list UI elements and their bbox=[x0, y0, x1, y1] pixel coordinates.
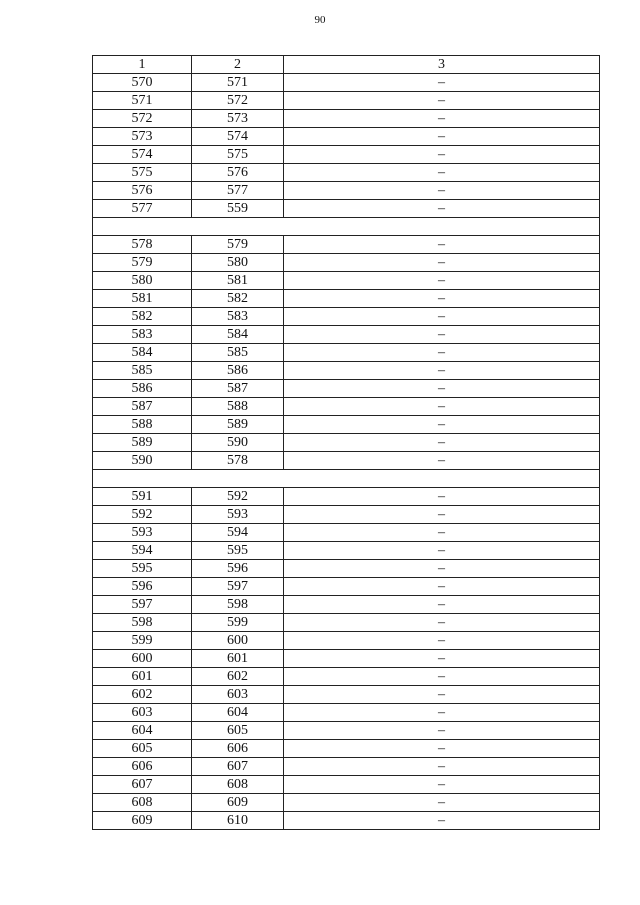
cell-col-2: 559 bbox=[192, 200, 284, 217]
cell-col-2: 587 bbox=[192, 380, 284, 397]
cell-col-1: 601 bbox=[93, 668, 192, 685]
cell-col-3: – bbox=[438, 453, 445, 468]
cell-col-1: 573 bbox=[93, 128, 192, 145]
cell-col-2: 599 bbox=[192, 614, 284, 631]
cell-col-3: – bbox=[438, 705, 445, 720]
cell-col-1: 585 bbox=[93, 362, 192, 379]
table-row bbox=[93, 128, 599, 146]
cell-col-2: 597 bbox=[192, 578, 284, 595]
cell-col-3: – bbox=[438, 687, 445, 702]
cell-col-1: 597 bbox=[93, 596, 192, 613]
cell-col-2: 595 bbox=[192, 542, 284, 559]
cell-col-3: – bbox=[438, 489, 445, 504]
cell-col-3: – bbox=[438, 147, 445, 162]
column-header-2: 2 bbox=[192, 56, 284, 73]
cell-col-1: 594 bbox=[93, 542, 192, 559]
cell-col-3: – bbox=[438, 777, 445, 792]
cell-col-1: 607 bbox=[93, 776, 192, 793]
cell-col-3: – bbox=[438, 93, 445, 108]
cell-col-1: 574 bbox=[93, 146, 192, 163]
cell-col-2: 589 bbox=[192, 416, 284, 433]
cell-col-2: 593 bbox=[192, 506, 284, 523]
cell-col-1: 586 bbox=[93, 380, 192, 397]
cell-col-1: 606 bbox=[93, 758, 192, 775]
cell-col-2: 596 bbox=[192, 560, 284, 577]
cell-col-1: 576 bbox=[93, 182, 192, 199]
table-row bbox=[93, 272, 599, 290]
cell-col-2: 580 bbox=[192, 254, 284, 271]
cell-col-2: 572 bbox=[192, 92, 284, 109]
cell-col-3: – bbox=[438, 651, 445, 666]
cell-col-3: – bbox=[438, 417, 445, 432]
table-row bbox=[93, 722, 599, 740]
table-row bbox=[93, 416, 599, 434]
cell-col-3: – bbox=[438, 291, 445, 306]
cell-col-2: 606 bbox=[192, 740, 284, 757]
cell-col-1: 602 bbox=[93, 686, 192, 703]
cell-col-1: 584 bbox=[93, 344, 192, 361]
cell-col-3: – bbox=[438, 741, 445, 756]
table-row bbox=[93, 254, 599, 272]
table-row bbox=[93, 596, 599, 614]
cell-col-3: – bbox=[438, 201, 445, 216]
cell-col-3: – bbox=[438, 183, 445, 198]
cell-col-1: 605 bbox=[93, 740, 192, 757]
table-row bbox=[93, 560, 599, 578]
cell-col-2: 592 bbox=[192, 488, 284, 505]
table-row bbox=[93, 74, 599, 92]
cell-col-2: 600 bbox=[192, 632, 284, 649]
cell-col-1: 592 bbox=[93, 506, 192, 523]
cell-col-2: 573 bbox=[192, 110, 284, 127]
cell-col-3: – bbox=[438, 399, 445, 414]
cell-col-1: 588 bbox=[93, 416, 192, 433]
cell-col-2: 608 bbox=[192, 776, 284, 793]
table-row bbox=[93, 578, 599, 596]
cell-col-1: 575 bbox=[93, 164, 192, 181]
table-header-row bbox=[93, 56, 599, 74]
cell-col-3: – bbox=[438, 615, 445, 630]
cell-col-2: 571 bbox=[192, 74, 284, 91]
table-row bbox=[93, 614, 599, 632]
cell-col-2: 579 bbox=[192, 236, 284, 253]
table-row bbox=[93, 506, 599, 524]
table-row bbox=[93, 776, 599, 794]
cell-col-1: 578 bbox=[93, 236, 192, 253]
cell-col-3: – bbox=[438, 345, 445, 360]
cell-col-3: – bbox=[438, 237, 445, 252]
cell-col-2: 577 bbox=[192, 182, 284, 199]
cell-col-3: – bbox=[438, 75, 445, 90]
cell-col-3: – bbox=[438, 327, 445, 342]
cell-col-3: – bbox=[438, 669, 445, 684]
cell-col-2: 601 bbox=[192, 650, 284, 667]
table-row bbox=[93, 668, 599, 686]
table-row bbox=[93, 398, 599, 416]
cell-col-1: 609 bbox=[93, 812, 192, 829]
table-row bbox=[93, 632, 599, 650]
cell-col-3: – bbox=[438, 723, 445, 738]
cell-col-3: – bbox=[438, 759, 445, 774]
table-row bbox=[93, 92, 599, 110]
cell-col-1: 579 bbox=[93, 254, 192, 271]
table-row bbox=[93, 524, 599, 542]
table-row bbox=[93, 146, 599, 164]
table-row bbox=[93, 488, 599, 506]
cell-col-3: – bbox=[438, 129, 445, 144]
table-row bbox=[93, 308, 599, 326]
cell-col-3: – bbox=[438, 561, 445, 576]
cell-col-3: – bbox=[438, 579, 445, 594]
cell-col-3: – bbox=[438, 543, 445, 558]
cell-col-2: 605 bbox=[192, 722, 284, 739]
cell-col-1: 587 bbox=[93, 398, 192, 415]
cell-col-2: 602 bbox=[192, 668, 284, 685]
cell-col-3: – bbox=[438, 273, 445, 288]
table-row bbox=[93, 686, 599, 704]
cell-col-2: 594 bbox=[192, 524, 284, 541]
table-row bbox=[93, 200, 599, 218]
cell-col-1: 591 bbox=[93, 488, 192, 505]
table-row bbox=[93, 110, 599, 128]
cell-col-1: 570 bbox=[93, 74, 192, 91]
table-row bbox=[93, 434, 599, 452]
cell-col-3: – bbox=[438, 165, 445, 180]
page-number: 90 bbox=[314, 14, 326, 26]
table-body bbox=[93, 74, 599, 830]
table-row bbox=[93, 704, 599, 722]
table-row bbox=[93, 290, 599, 308]
cell-col-2: 581 bbox=[192, 272, 284, 289]
cell-col-2: 610 bbox=[192, 812, 284, 829]
cell-col-3: – bbox=[438, 525, 445, 540]
cell-col-2: 574 bbox=[192, 128, 284, 145]
table-row bbox=[93, 182, 599, 200]
cell-col-1: 600 bbox=[93, 650, 192, 667]
group-separator bbox=[93, 218, 599, 236]
cell-col-1: 577 bbox=[93, 200, 192, 217]
table-row bbox=[93, 758, 599, 776]
cell-col-2: 584 bbox=[192, 326, 284, 343]
table-row bbox=[93, 740, 599, 758]
cell-col-1: 598 bbox=[93, 614, 192, 631]
cell-col-3: – bbox=[438, 381, 445, 396]
cell-col-2: 590 bbox=[192, 434, 284, 451]
group-separator bbox=[93, 470, 599, 488]
table-row bbox=[93, 326, 599, 344]
cell-col-3: – bbox=[438, 309, 445, 324]
cell-col-2: 585 bbox=[192, 344, 284, 361]
cell-col-3: – bbox=[438, 813, 445, 828]
cell-col-1: 604 bbox=[93, 722, 192, 739]
cell-col-2: 607 bbox=[192, 758, 284, 775]
table-row bbox=[93, 812, 599, 830]
table-row bbox=[93, 650, 599, 668]
cell-col-1: 595 bbox=[93, 560, 192, 577]
column-header-1: 1 bbox=[93, 56, 192, 73]
cell-col-1: 580 bbox=[93, 272, 192, 289]
cell-col-1: 608 bbox=[93, 794, 192, 811]
table-row bbox=[93, 794, 599, 812]
cell-col-2: 603 bbox=[192, 686, 284, 703]
table-row bbox=[93, 542, 599, 560]
column-header-3: 3 bbox=[438, 57, 445, 72]
cell-col-1: 596 bbox=[93, 578, 192, 595]
cell-col-1: 590 bbox=[93, 452, 192, 469]
cell-col-2: 576 bbox=[192, 164, 284, 181]
data-table bbox=[92, 55, 600, 830]
cell-col-2: 609 bbox=[192, 794, 284, 811]
table-row bbox=[93, 344, 599, 362]
cell-col-1: 583 bbox=[93, 326, 192, 343]
cell-col-2: 586 bbox=[192, 362, 284, 379]
cell-col-3: – bbox=[438, 255, 445, 270]
cell-col-1: 582 bbox=[93, 308, 192, 325]
cell-col-3: – bbox=[438, 111, 445, 126]
table-row bbox=[93, 452, 599, 470]
table-row bbox=[93, 362, 599, 380]
cell-col-2: 583 bbox=[192, 308, 284, 325]
table-row bbox=[93, 236, 599, 254]
cell-col-3: – bbox=[438, 363, 445, 378]
cell-col-2: 588 bbox=[192, 398, 284, 415]
cell-col-1: 603 bbox=[93, 704, 192, 721]
cell-col-1: 572 bbox=[93, 110, 192, 127]
cell-col-3: – bbox=[438, 597, 445, 612]
cell-col-2: 604 bbox=[192, 704, 284, 721]
cell-col-1: 571 bbox=[93, 92, 192, 109]
cell-col-1: 599 bbox=[93, 632, 192, 649]
table-row bbox=[93, 164, 599, 182]
cell-col-1: 589 bbox=[93, 434, 192, 451]
cell-col-3: – bbox=[438, 795, 445, 810]
table-row bbox=[93, 380, 599, 398]
cell-col-1: 593 bbox=[93, 524, 192, 541]
cell-col-2: 598 bbox=[192, 596, 284, 613]
cell-col-3: – bbox=[438, 507, 445, 522]
cell-col-2: 575 bbox=[192, 146, 284, 163]
cell-col-2: 578 bbox=[192, 452, 284, 469]
cell-col-3: – bbox=[438, 435, 445, 450]
cell-col-2: 582 bbox=[192, 290, 284, 307]
cell-col-3: – bbox=[438, 633, 445, 648]
cell-col-1: 581 bbox=[93, 290, 192, 307]
